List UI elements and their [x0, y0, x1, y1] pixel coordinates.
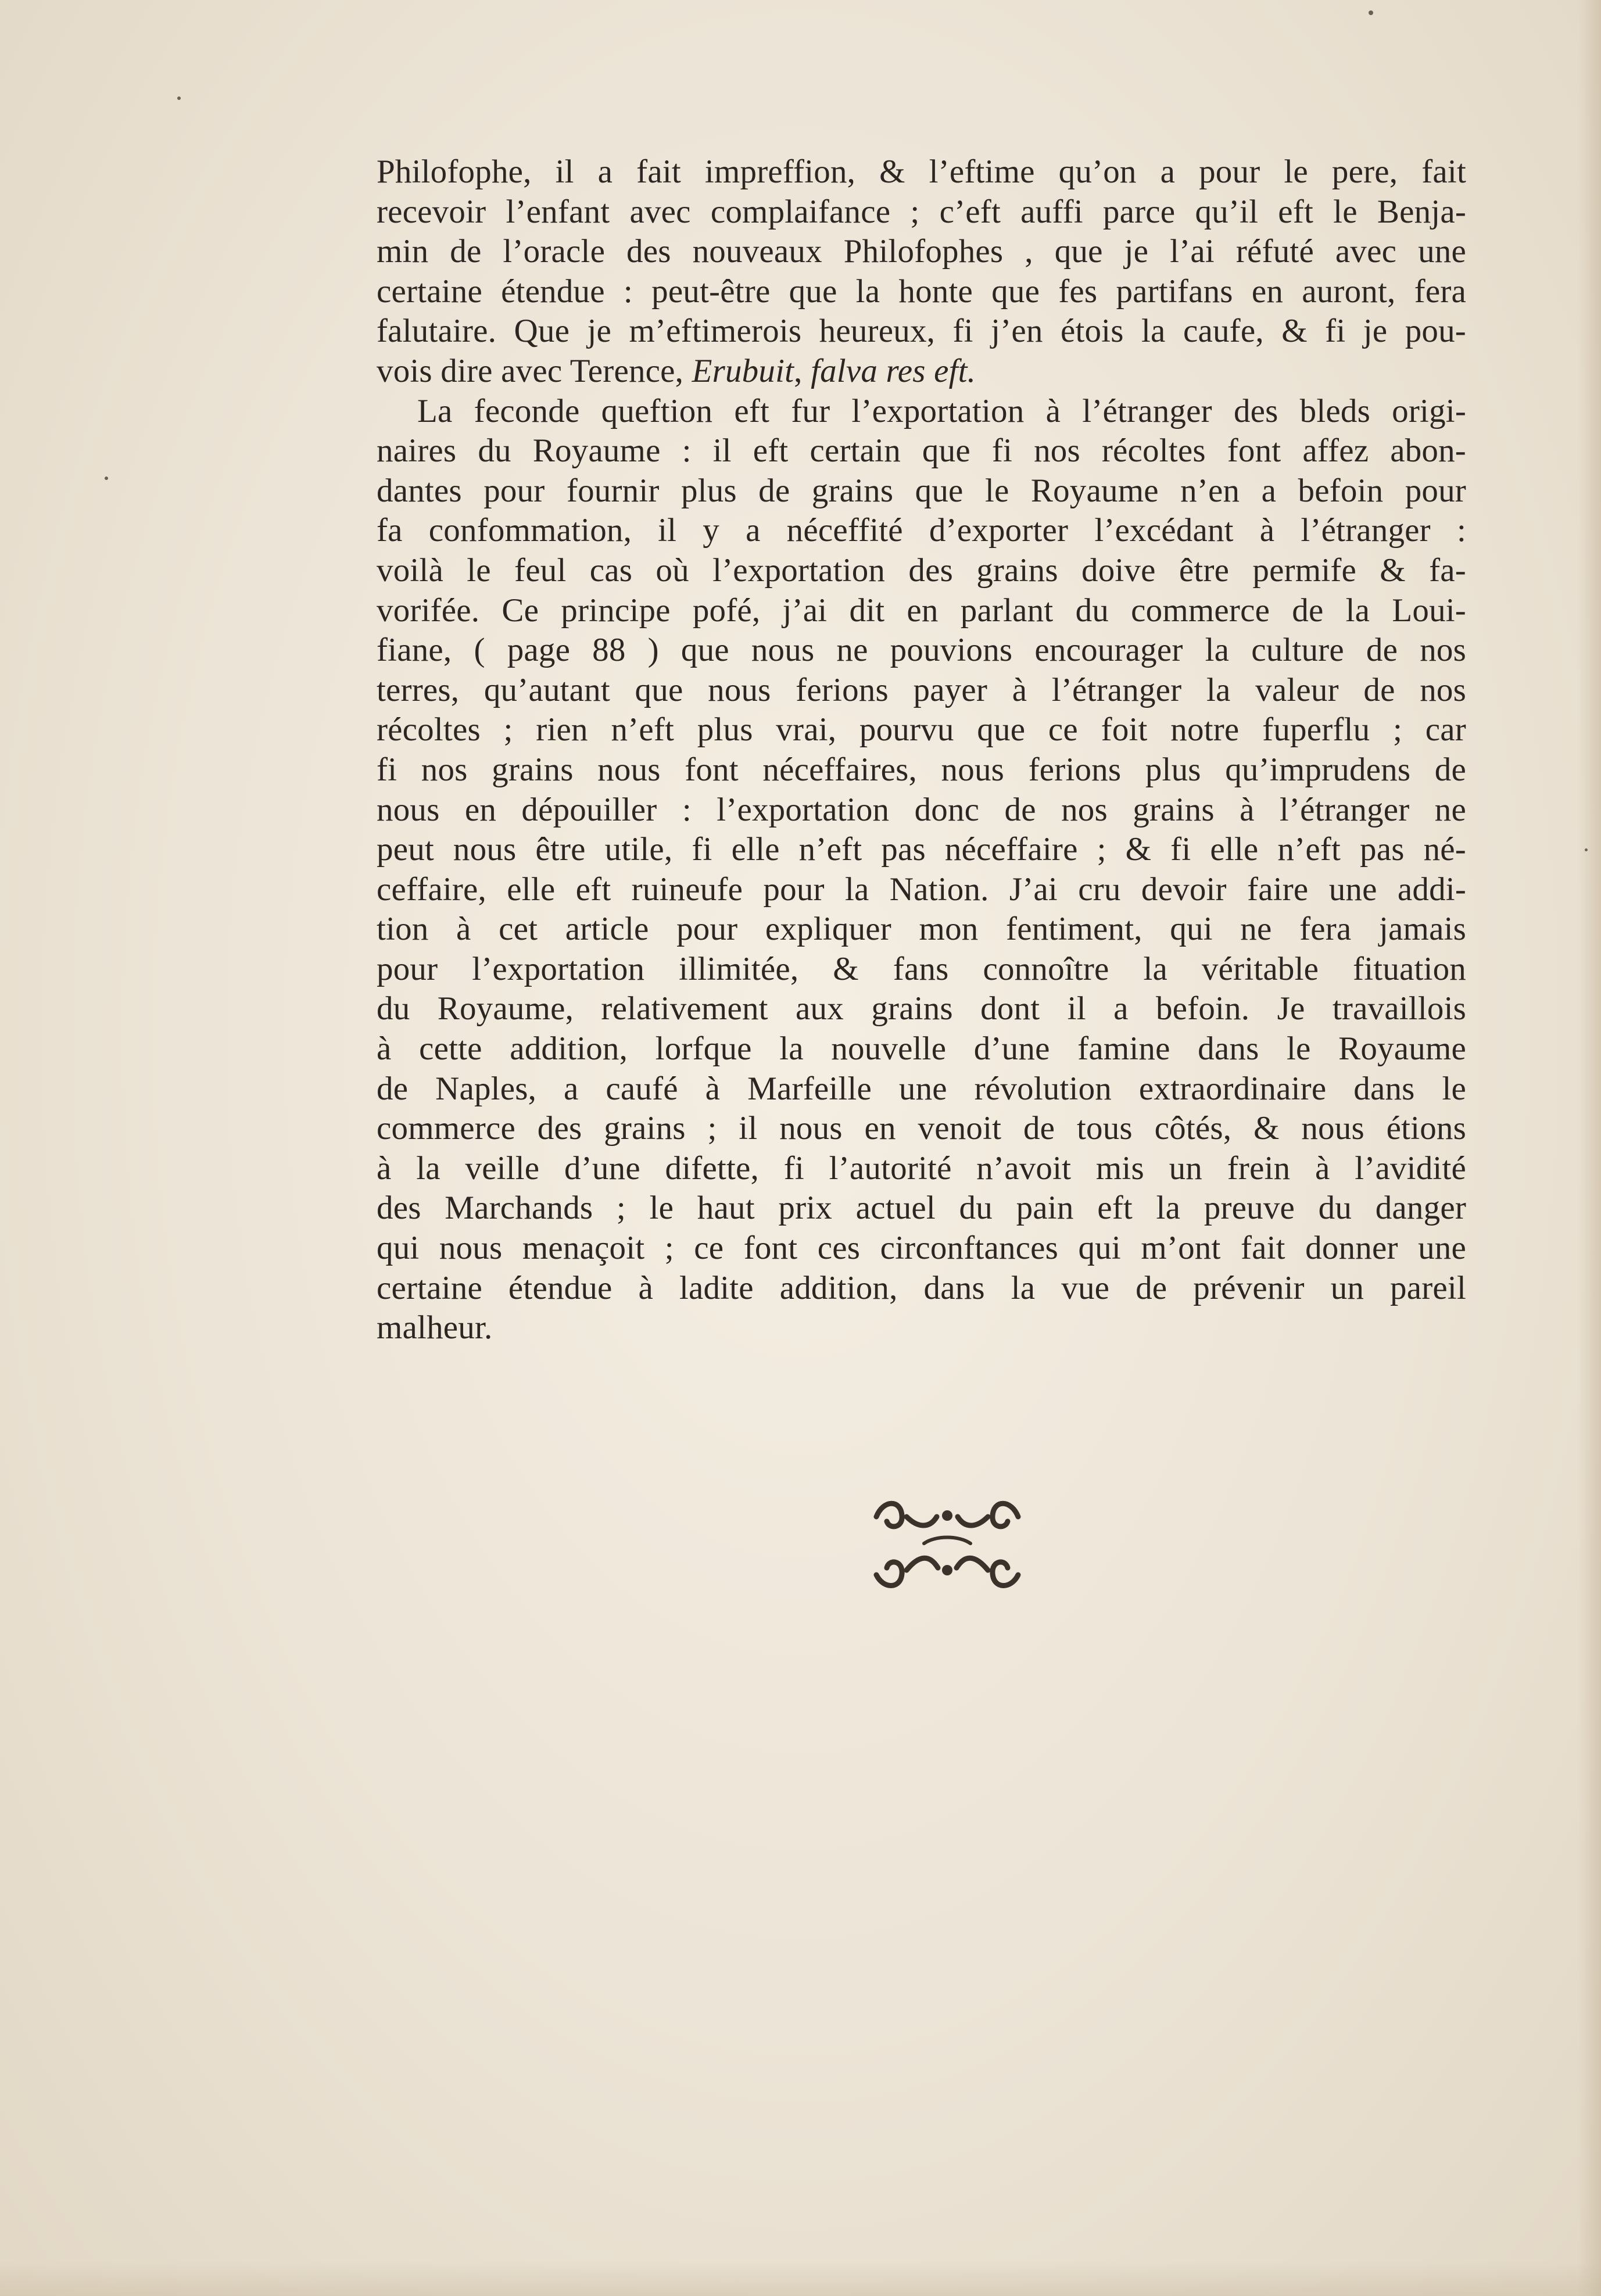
- text-line-first-indented: La feconde queftion eft fur l’exportation à l’étranger des bleds origi-: [417, 392, 1466, 429]
- text-line: des Marchands ; le haut prix actuel du pain eft la preuve du danger: [377, 1190, 1466, 1227]
- page-edge-shadow-bottom: [0, 2261, 1601, 2296]
- text-line: min de l’oracle des nouveaux Philofophes , que je l’ai réfuté avec une: [377, 233, 1466, 270]
- text-line: voilà le feul cas où l’exportation des grains doive être permife & fa-: [377, 551, 1466, 589]
- text-line: ceffaire, elle eft ruineufe pour la Nation. J’ai cru devoir faire une addi-: [377, 871, 1466, 908]
- page-text: [377, 152, 1466, 1348]
- text-line: peut nous être utile, fi elle n’eft pas néceffaire ; & fi elle n’eft pas né-: [377, 831, 1466, 868]
- text-line: du Royaume, relativement aux grains dont il a befoin. Je travaillois: [377, 990, 1466, 1027]
- fleuron-icon: [866, 1493, 1029, 1592]
- text-line: naires du Royaume : il eft certain que fi nos récoltes font affez abon-: [377, 432, 1466, 470]
- text-line: pour l’exportation illimitée, & fans connoître la véritable fituation: [377, 950, 1466, 987]
- latin-quote-word: Erubuit: [692, 352, 794, 389]
- text-line: falutaire. Que je m’eftimerois heureux, fi j’en étois la caufe, & fi je pou-: [377, 313, 1466, 350]
- paper-speck: [105, 477, 108, 480]
- text-line: dantes pour fournir plus de grains que le Royaume n’en a befoin pour: [377, 472, 1466, 509]
- text-line: de Naples, a caufé à Marfeille une révolution extraordinaire dans le: [377, 1070, 1466, 1107]
- paragraph-2: [377, 392, 1466, 1348]
- paper-speck: [1585, 848, 1588, 851]
- text-line-final: [377, 352, 1466, 392]
- text-line: certaine étendue à ladite addition, dans la vue de prévenir un pareil: [377, 1269, 1466, 1306]
- text-line-final: malheur.: [377, 1309, 493, 1346]
- paper-speck: [177, 96, 181, 100]
- text-line: vorifée. Ce principe pofé, j’ai dit en parlant du commerce de la Loui-: [377, 592, 1466, 629]
- paper-speck: [1369, 10, 1373, 15]
- text-line: commerce des grains ; il nous en venoit de tous côtés, & nous étions: [377, 1110, 1466, 1147]
- line-text: vois dire avec Terence,: [377, 352, 692, 389]
- paragraph-1: [377, 152, 1466, 392]
- text-line: fiane, ( page 88 ) que nous ne pouvions encourager la culture de nos: [377, 632, 1466, 669]
- text-line: à cette addition, lorfque la nouvelle d’une famine dans le Royaume: [377, 1030, 1466, 1068]
- text-line: recevoir l’enfant avec complaifance ; c’eft auffi parce qu’il eft le Benja-: [377, 193, 1466, 230]
- text-line: terres, qu’autant que nous ferions payer à l’étranger la valeur de nos: [377, 671, 1466, 708]
- text-line: qui nous menaçoit ; ce font ces circonftances qui m’ont fait donner une: [377, 1230, 1466, 1267]
- text-line: fi nos grains nous font néceffaires, nous ferions plus qu’imprudens de: [377, 751, 1466, 788]
- text-line: tion à cet article pour expliquer mon fentiment, qui ne fera jamais: [377, 911, 1466, 948]
- latin-quote-phrase: falva res eft.: [811, 352, 976, 389]
- line-separator: ,: [794, 352, 811, 389]
- page-edge-shadow-right: [1578, 0, 1601, 2296]
- text-line: Philofophe, il a fait impreffion, & l’eftime qu’on a pour le pere, fait: [377, 153, 1466, 190]
- text-line: fa confommation, il y a néceffité d’exporter l’excédant à l’étranger :: [377, 512, 1466, 549]
- text-line: nous en dépouiller : l’exportation donc de nos grains à l’étranger ne: [377, 791, 1466, 828]
- text-line: certaine étendue : peut-être que la honte que fes partifans en auront, fera: [377, 273, 1466, 310]
- text-line: récoltes ; rien n’eft plus vrai, pourvu que ce foit notre fuperflu ; car: [377, 711, 1466, 748]
- text-line: à la veille d’une difette, fi l’autorité n’avoit mis un frein à l’avidité: [377, 1149, 1466, 1187]
